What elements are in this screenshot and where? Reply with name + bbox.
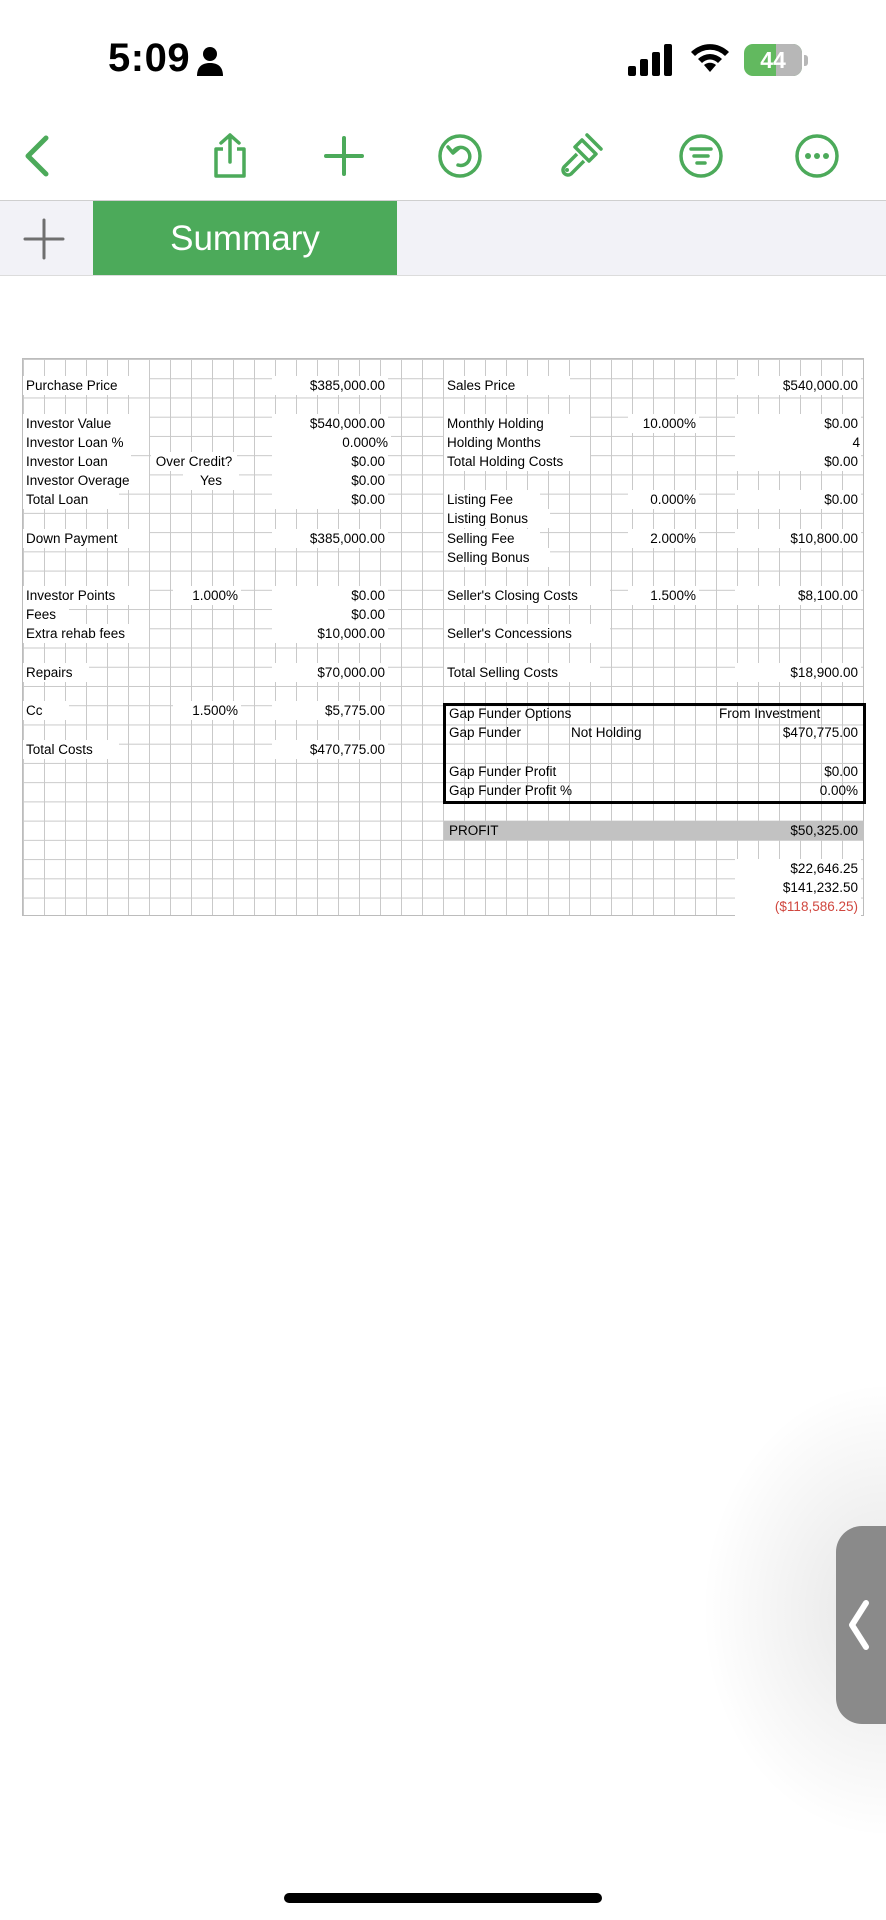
more-icon <box>793 132 841 180</box>
undo-button[interactable] <box>436 132 484 180</box>
total-costs-label: Total Costs <box>23 740 119 759</box>
purchase-price-value[interactable]: $385,000.00 <box>272 376 388 395</box>
wifi-icon <box>690 42 730 74</box>
listing-bonus-label: Listing Bonus <box>444 509 550 528</box>
investor-points-label: Investor Points <box>23 586 149 605</box>
gap-profit-value[interactable]: $0.00 <box>824 764 858 779</box>
selling-fee-label: Selling Fee <box>444 529 540 548</box>
total-selling-label: Total Selling Costs <box>444 663 600 682</box>
back-chevron-icon <box>16 132 64 180</box>
gap-funder-label: Gap Funder <box>449 725 522 740</box>
repairs-value[interactable]: $70,000.00 <box>272 663 388 682</box>
battery-icon <box>744 44 808 76</box>
extra-rehab-value[interactable]: $10,000.00 <box>272 624 388 643</box>
sheet-tab-bar <box>0 200 886 276</box>
cc-value[interactable]: $5,775.00 <box>272 701 388 720</box>
extra-value-3[interactable]: ($118,586.25) <box>735 897 861 916</box>
organize-button[interactable] <box>677 132 725 180</box>
selling-fee-pct[interactable]: 2.000% <box>628 529 699 548</box>
battery-level: 44 <box>760 47 786 73</box>
total-selling-value[interactable]: $18,900.00 <box>735 663 861 682</box>
listing-fee-pct[interactable]: 0.000% <box>628 490 699 509</box>
investor-overage-label: Investor Overage <box>23 471 149 490</box>
spreadsheet-table[interactable] <box>22 358 864 916</box>
undo-icon <box>436 132 484 180</box>
holding-months-label: Holding Months <box>444 433 570 452</box>
cellular-signal-icon <box>628 44 674 76</box>
over-credit-label: Over Credit? <box>151 452 237 471</box>
total-holding-label: Total Holding Costs <box>444 452 590 471</box>
investor-loan-label: Investor Loan <box>23 452 131 471</box>
selling-bonus-label: Selling Bonus <box>444 548 550 567</box>
monthly-holding-value[interactable]: $0.00 <box>735 414 861 433</box>
investor-loan-pct-label: Investor Loan % <box>23 433 149 452</box>
down-payment-value[interactable]: $385,000.00 <box>272 529 388 548</box>
tab-summary[interactable]: Summary <box>93 201 397 275</box>
add-sheet-icon[interactable] <box>22 217 66 261</box>
side-panel-handle[interactable] <box>836 1526 886 1724</box>
monthly-holding-pct[interactable]: 10.000% <box>628 414 699 433</box>
investor-loan-value[interactable]: $0.00 <box>272 452 388 471</box>
investor-overage-value[interactable]: $0.00 <box>272 471 388 490</box>
gap-options-label: Gap Funder Options <box>449 706 572 721</box>
total-holding-value[interactable]: $0.00 <box>735 452 861 471</box>
profit-value[interactable]: $50,325.00 <box>790 823 858 838</box>
back-button[interactable] <box>16 132 64 180</box>
status-bar <box>0 0 886 110</box>
gap-options-value[interactable]: From Investment <box>719 706 821 721</box>
more-button[interactable] <box>793 132 841 180</box>
sellers-concessions-label: Seller's Concessions <box>444 624 610 643</box>
repairs-label: Repairs <box>23 663 89 682</box>
cc-pct[interactable]: 1.500% <box>173 701 241 720</box>
sellers-closing-value[interactable]: $8,100.00 <box>735 586 861 605</box>
extra-value-1[interactable]: $22,646.25 <box>735 859 861 878</box>
fees-label: Fees <box>23 605 69 624</box>
sellers-closing-label: Seller's Closing Costs <box>444 586 610 605</box>
clock: 5:09 <box>108 36 191 80</box>
holding-months-value[interactable]: 4 <box>735 433 863 452</box>
investor-value-label: Investor Value <box>23 414 149 433</box>
selling-fee-value[interactable]: $10,800.00 <box>735 529 861 548</box>
gap-profit-pct-value[interactable]: 0.00% <box>819 783 858 798</box>
investor-points-value[interactable]: $0.00 <box>272 586 388 605</box>
share-icon <box>206 132 254 180</box>
organize-icon <box>677 132 725 180</box>
total-loan-value[interactable]: $0.00 <box>272 490 388 509</box>
share-button[interactable] <box>206 132 254 180</box>
profit-label: PROFIT <box>449 823 499 838</box>
gap-funder-mode[interactable]: Not Holding <box>571 725 642 740</box>
extra-value-2[interactable]: $141,232.50 <box>735 878 861 897</box>
gap-profit-label: Gap Funder Profit <box>449 764 557 779</box>
investor-value-value[interactable]: $540,000.00 <box>272 414 388 433</box>
home-indicator <box>284 1893 602 1903</box>
total-loan-label: Total Loan <box>23 490 119 509</box>
gap-profit-pct-label: Gap Funder Profit % <box>449 783 573 798</box>
add-button[interactable] <box>320 132 368 180</box>
cc-label: Cc <box>23 701 69 720</box>
total-costs-value[interactable]: $470,775.00 <box>272 740 388 759</box>
toolbar <box>0 110 886 200</box>
person-icon <box>196 46 224 76</box>
sales-price-value[interactable]: $540,000.00 <box>735 376 861 395</box>
sales-price-label: Sales Price <box>444 376 570 395</box>
listing-fee-label: Listing Fee <box>444 490 540 509</box>
format-button[interactable] <box>556 132 604 180</box>
over-credit-value[interactable]: Yes <box>183 471 239 490</box>
investor-loan-pct-value[interactable]: 0.000% <box>272 433 391 452</box>
investor-points-pct[interactable]: 1.000% <box>173 586 241 605</box>
monthly-holding-label: Monthly Holding <box>444 414 590 433</box>
listing-fee-value[interactable]: $0.00 <box>735 490 861 509</box>
format-brush-icon <box>556 132 604 180</box>
fees-value[interactable]: $0.00 <box>272 605 388 624</box>
extra-rehab-label: Extra rehab fees <box>23 624 149 643</box>
down-payment-label: Down Payment <box>23 529 149 548</box>
purchase-price-label: Purchase Price <box>23 376 149 395</box>
gap-funder-value[interactable]: $470,775.00 <box>782 725 858 740</box>
add-icon <box>320 132 368 180</box>
sellers-closing-pct[interactable]: 1.500% <box>628 586 699 605</box>
chevron-left-icon <box>846 1600 872 1650</box>
